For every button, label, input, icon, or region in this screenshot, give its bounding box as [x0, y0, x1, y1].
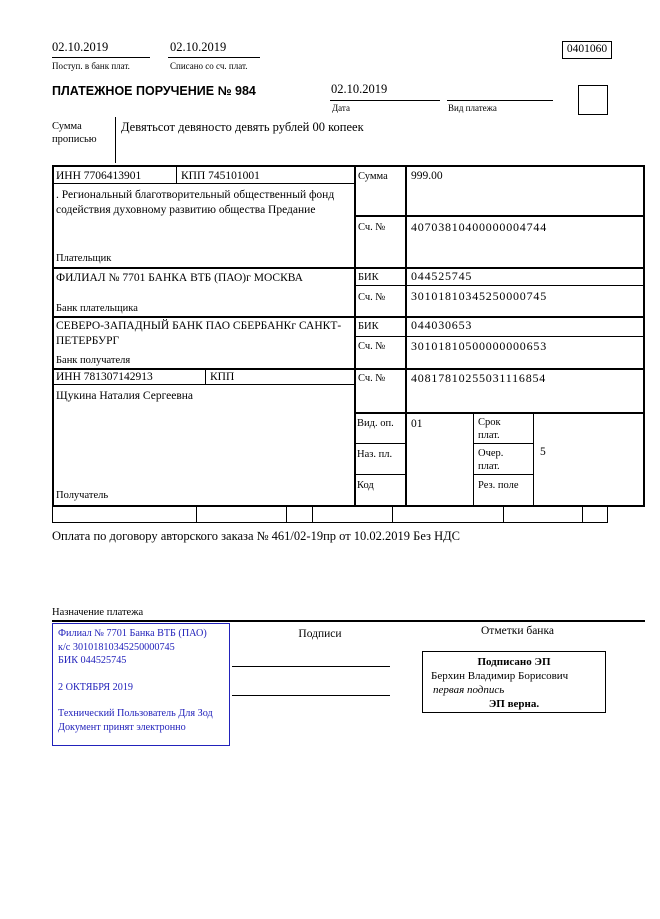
grid-line: [354, 215, 645, 217]
payment-type-label: Вид платежа: [448, 103, 497, 113]
grid-line: [196, 505, 197, 522]
status-field-box: [578, 85, 608, 115]
grid-line: [533, 412, 534, 505]
underline: [52, 57, 150, 58]
payee-bank-label: Банк получателя: [56, 355, 131, 366]
debited-from-account-label: Списано со сч. плат.: [170, 61, 248, 71]
bank-acceptance-note: [52, 623, 230, 746]
payee-label: Получатель: [56, 490, 109, 501]
ocher-plat-label: Очер. плат.: [478, 448, 504, 472]
payee-account-number: 40817810255031116854: [411, 371, 547, 385]
grid-line: [503, 505, 504, 522]
stamp-title: Подписано ЭП: [477, 656, 551, 668]
rez-pole-label: Рез. поле: [478, 480, 519, 491]
payee-bank-account-label: Сч. №: [358, 341, 386, 352]
grid-line: [52, 522, 608, 523]
form-code: 0401060: [566, 43, 608, 55]
sum-value: 999.00: [411, 170, 443, 182]
payer-label: Плательщик: [56, 253, 112, 264]
grid-line: [354, 412, 645, 414]
grid-line: [354, 165, 356, 505]
payer-account-label: Сч. №: [358, 222, 386, 233]
grid-line: [205, 368, 206, 384]
payer-bank-bik: 044525745: [411, 269, 473, 283]
payee-bank-bik: 044030653: [411, 318, 473, 332]
document-title: ПЛАТЕЖНОЕ ПОРУЧЕНИЕ № 984: [52, 84, 256, 98]
payer-bank-label: Банк плательщика: [56, 303, 138, 314]
payee-bank-name: СЕВЕРО-ЗАПАДНЫЙ БАНК ПАО СБЕРБАНКг САНКТ-ПЕТЕРБУРГ: [56, 320, 342, 347]
grid-line: [405, 165, 407, 505]
underline: [330, 100, 440, 101]
payer-kpp: КПП 745101001: [181, 170, 260, 182]
grid-line: [52, 267, 645, 269]
amount-in-words-value: Девятьсот девяносто девять рублей 00 копеек: [121, 120, 364, 134]
vid-op-label: Вид. оп.: [357, 418, 394, 429]
amount-in-words-label: Сумма прописью: [52, 121, 97, 145]
grid-line: [607, 505, 608, 522]
payee-kpp: КПП: [210, 371, 235, 383]
grid-line: [354, 443, 405, 444]
grid-line: [354, 474, 405, 475]
grid-line: [473, 412, 474, 505]
grid-line: [473, 443, 533, 444]
payee-inn: ИНН 781307142913: [56, 371, 153, 383]
grid-line: [52, 316, 645, 318]
payment-purpose-label: Назначение платежа: [52, 607, 144, 618]
payee-bank-bik-label: БИК: [358, 321, 379, 332]
grid-line: [473, 474, 533, 475]
payer-bank-bik-label: БИК: [358, 272, 379, 283]
stamp-signer-name: Берхин Владимир Борисович: [431, 670, 569, 682]
stamp-signature-kind: первая подпись: [433, 684, 505, 696]
grid-line: [286, 505, 287, 522]
divider-line: [52, 620, 645, 622]
note-bank-name: Филиал № 7701 Банка ВТБ (ПАО): [58, 628, 207, 639]
ocher-plat-value: 5: [540, 446, 546, 458]
note-corr-account: к/с 30101810345250000745: [58, 641, 175, 653]
note-accepted: Документ принят электронно: [58, 721, 186, 733]
debited-from-account-date: 02.10.2019: [170, 40, 227, 54]
sum-label: Сумма: [358, 171, 388, 182]
payer-bank-account: 30101810345250000745: [411, 289, 547, 303]
date-label: Дата: [332, 103, 350, 113]
grid-line: [176, 165, 177, 183]
payment-purpose-text: Оплата по договору авторского заказа № 461/02-19пр от 10.02.2019 Без НДС: [52, 529, 461, 543]
document-date: 02.10.2019: [331, 82, 388, 96]
payer-bank-account-label: Сч. №: [358, 292, 386, 303]
grid-line: [582, 505, 583, 522]
divider-line: [115, 117, 116, 163]
payee-account-label: Сч. №: [358, 373, 386, 384]
note-user: Технический Пользователь Для Зод: [58, 708, 213, 719]
note-bik: БИК 044525745: [58, 655, 127, 666]
received-in-bank-date: 02.10.2019: [52, 40, 109, 54]
srok-plat-label: Срок плат.: [478, 417, 501, 441]
signatures-label: Подписи: [298, 628, 342, 640]
received-in-bank-label: Поступ. в банк плат.: [52, 61, 130, 71]
payee-name: Щукина Наталия Сергеевна: [56, 390, 194, 402]
kod-label: Код: [357, 480, 374, 491]
electronic-signature-stamp: [422, 651, 606, 713]
payer-bank-name: ФИЛИАЛ № 7701 БАНКА ВТБ (ПАО)г МОСКВА: [56, 272, 303, 284]
grid-line: [392, 505, 393, 522]
payer-name: . Региональный благотворительный общественный фонд содействия духовному развитию общества Предание: [56, 189, 335, 216]
table-border-bottom: [52, 505, 645, 507]
grid-line: [52, 505, 53, 522]
stamp-verified: ЭП верна.: [488, 698, 540, 710]
signature-line: [232, 695, 390, 696]
payee-bank-account: 30101810500000000653: [411, 339, 547, 353]
underline: [447, 100, 553, 101]
grid-line: [354, 285, 645, 286]
underline: [168, 57, 260, 58]
payer-account-number: 40703810400000004744: [411, 220, 547, 234]
bank-marks-label: Отметки банка: [481, 625, 554, 637]
table-border-left: [52, 165, 54, 505]
table-border-top: [52, 165, 645, 167]
table-border-right: [643, 165, 645, 505]
form-code-box: [562, 41, 612, 59]
grid-line: [312, 505, 313, 522]
signature-line: [232, 666, 390, 667]
note-date: 2 ОКТЯБРЯ 2019: [58, 681, 134, 693]
grid-line: [354, 336, 645, 337]
naz-pl-label: Наз. пл.: [357, 449, 393, 460]
payer-inn: ИНН 7706413901: [56, 170, 142, 182]
vid-op-value: 01: [411, 418, 423, 430]
